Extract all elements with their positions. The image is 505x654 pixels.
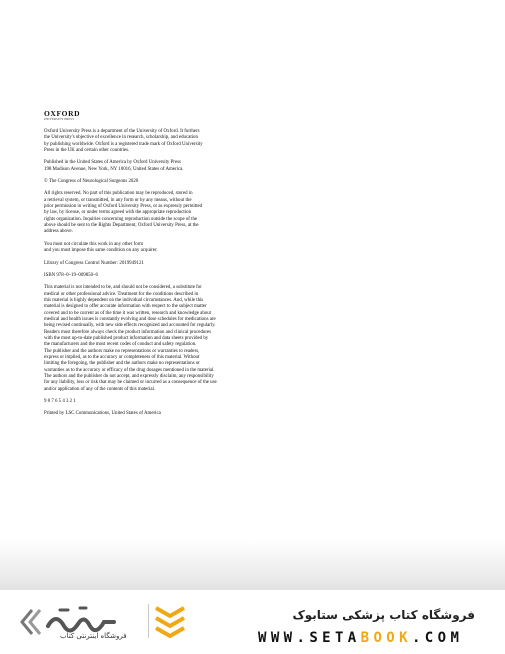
footer-persian-subtitle: فروشگاه اینترنتی کتاب <box>60 632 127 640</box>
paragraph-copyright: © The Congress of Neurological Surgeons 2020 <box>44 179 139 185</box>
copyright-block <box>44 110 274 424</box>
oxford-logo-subtitle: UNIVERSITY PRESS <box>44 118 75 121</box>
watermark-footer <box>0 590 505 654</box>
website-brand: BOOK <box>360 630 412 646</box>
paragraph-isbn: ISBN 978–0–19–009850–6 <box>44 272 98 278</box>
website-suffix: .COM <box>411 630 464 646</box>
paragraph-circulate: You must not circulate this work in any other form and you must impose this same condition on any acquirer. <box>44 241 158 254</box>
paragraph-about-press: Oxford University Press is a department of the University of Oxford. It furthers the University's objective of excellence in research, scholarship, and education by publishing worldwide. Oxford is a registered trade mark of Oxford University Press in the UK and certain other countries. <box>44 129 203 154</box>
paragraph-printed-by: Printed by LSC Communications, United States of America <box>44 411 161 417</box>
paragraph-published: Published in the United States of America by Oxford University Press 198 Madison Avenue, New York, NY 10016, United States of America. <box>44 160 184 172</box>
footer-divider <box>148 604 149 638</box>
oxford-logo <box>44 110 274 121</box>
website-prefix: WWW.SETA <box>258 630 361 646</box>
paragraph-rights: All rights reserved. No part of this publication may be reproduced, stored in a retrieval system, or transmitted, in any form or by any means, without the prior permission in writing of Oxford University Press, or as expressly permitted by law, by license, or under terms agreed with the appropriate reproduction rights organization. Inquiries concerning reproduction outside the scope of the above should be sent to the Rights Department, Oxford University Press, at the address above. <box>44 191 203 235</box>
paragraph-loc: Library of Congress Control Number: 2019949121 <box>44 260 144 266</box>
paragraph-printing-line: 9 8 7 6 5 4 3 2 1 <box>44 399 76 405</box>
oxford-logo-word: OXFORD <box>44 109 81 118</box>
footer-website[interactable] <box>258 630 463 646</box>
page-shadow <box>0 540 505 590</box>
footer-persian-title: فروشگاه کتاب پزشکی ستابوک <box>292 608 475 622</box>
paragraph-disclaimer: This material is not intended to be, and should not be considered, a substitute for medical or other professional advice. Treatment for the conditions described in this material is highly dependent on the individual circumstances. And, while this material is designed to offer accurate information with respect to the subject matter covered and to be current as of the time it was written, research and knowledge about medical and health issues is constantly evolving and dose schedules for medications are being revised continually, with new side effects recognized and accounted for regularly. Readers must therefore always check the product information and clinical procedures with the most up-to-date published product information and data sheets provided by the manufacturers and the most recent codes of conduct and safety regulation. The publisher and the authors make no representations or warranties to readers, express or implied, as to the accuracy or completeness of this material. Without limiting the foregoing, the publisher and the authors make no representations or warranties as to the accuracy or efficacy of the drug dosages mentioned in the material. The authors and the publisher do not accept, and expressly disclaim, any responsibility for any liability, loss or risk that may be claimed or incurred as a consequence of the use and/or application of any of the contents of this material. <box>44 285 217 392</box>
